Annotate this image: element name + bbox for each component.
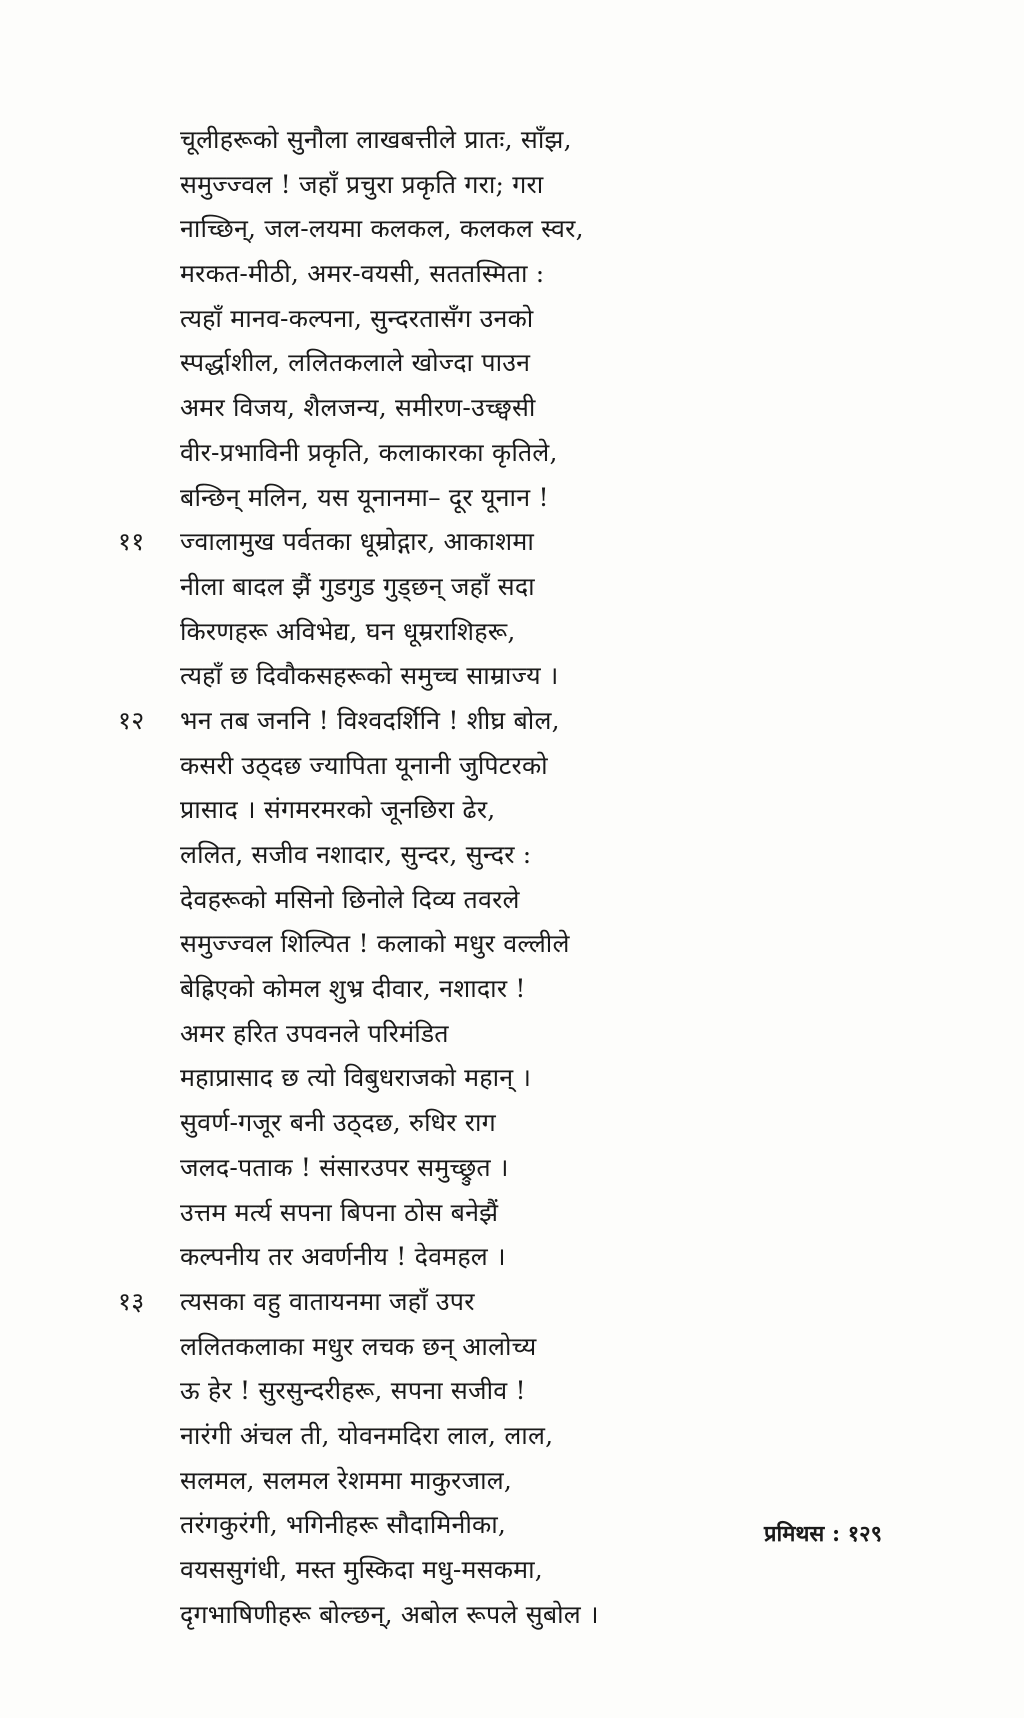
poem-line-text: ज्वालामुख पर्वतका धूम्रोद्गार, आकाशमा — [180, 527, 534, 557]
poem-line-text: देवहरूको मसिनो छिनोले दिव्य तवरले — [180, 884, 520, 914]
poem-line-text: उत्तम मर्त्य सपना बिपना ठोस बनेझैं — [180, 1197, 499, 1227]
poem-line — [118, 1235, 678, 1280]
poem-line-text: स्पर्द्धाशील, ललितकलाले खोज्दा पाउन — [180, 348, 531, 378]
poem-line-text: किरणहरू अविभेद्य, घन धूम्रराशिहरू, — [180, 616, 516, 646]
poem-line-text: ललित, सजीव नशादार, सुन्दर, सुन्दर : — [180, 840, 532, 869]
poem-line — [118, 476, 678, 521]
poem-line-text: कसरी उठ्दछ ज्यापिता यूनानी जुपिटरको — [180, 750, 548, 780]
stanza-number: ११ — [118, 527, 145, 557]
poem-line-text: तरंगकुरंगी, भगिनीहरू सौदामिनीका, — [180, 1510, 507, 1540]
stanza — [118, 520, 678, 699]
poem-line — [118, 1280, 678, 1325]
poem-line-text: त्यहाँ छ दिवौकसहरूको समुच्च साम्राज्य । — [180, 661, 559, 691]
poem-line — [118, 431, 678, 476]
poem-line — [118, 163, 678, 208]
poem-line — [118, 744, 678, 789]
poem-line — [118, 610, 678, 655]
poem-line-text: अमर हरित उपवनले परिमंडित — [180, 1018, 449, 1048]
poem-line — [118, 967, 678, 1012]
poem-line-text: प्रासाद । संगमरमरको जूनछिरा ढेर, — [180, 795, 496, 825]
poem-line — [118, 1548, 678, 1593]
poem-line — [118, 1325, 678, 1370]
poem-line-text: त्यसका वहु वातायनमा जहाँ उपर — [180, 1286, 475, 1316]
poem-line-text: सलमल, सलमल रेशममा माकुरजाल, — [180, 1465, 513, 1495]
poem-line-text: समुज्ज्वल ! जहाँ प्रचुरा प्रकृति गरा; गरा — [180, 169, 544, 199]
poem-line — [118, 565, 678, 610]
poem-line — [118, 386, 678, 431]
poem-line — [118, 1191, 678, 1236]
poem-line-text: त्यहाँ मानव-कल्पना, सुन्दरतासँग उनको — [180, 303, 534, 333]
stanza — [118, 118, 678, 520]
stanza — [118, 1280, 678, 1638]
poem-line — [118, 878, 678, 923]
poem-line-text: मरकत-मीठी, अमर-वयसी, सततस्मिता : — [180, 259, 545, 289]
poem-line-text: वीर-प्रभाविनी प्रकृति, कलाकारका कृतिले, — [180, 437, 558, 467]
stanza — [118, 699, 678, 1280]
poem-line — [118, 1459, 678, 1504]
poem-line-text: जलद-पताक ! संसारउपर समुच्छ्रुत । — [180, 1152, 509, 1182]
poem-line-text: भन तब जननि ! विश्वदर्शिनि ! शीघ्र बोल, — [180, 705, 560, 735]
poem-line — [118, 1414, 678, 1459]
poem-line-text: कल्पनीय तर अवर्णनीय ! देवमहल । — [180, 1242, 506, 1272]
poem-line-text: ललितकलाका मधुर लचक छन् आलोच्य — [180, 1331, 537, 1361]
poem-line — [118, 341, 678, 386]
poem-line — [118, 1503, 678, 1548]
poem-line — [118, 1593, 678, 1638]
poem-line — [118, 922, 678, 967]
poem-line — [118, 252, 678, 297]
poem-line-text: समुज्ज्वल शिल्पित ! कलाको मधुर वल्लीले — [180, 929, 570, 959]
poem-line — [118, 1101, 678, 1146]
poem-line-text: नारंगी अंचल ती, योवनमदिरा लाल, लाल, — [180, 1420, 554, 1450]
poem-line-text: वयससुगंधी, मस्त मुस्किदा मधु-मसकमा, — [180, 1555, 543, 1584]
poem-line — [118, 1146, 678, 1191]
poem-line-text: चूलीहरूको सुनौला लाखबत्तीले प्रातः, साँझ, — [180, 125, 572, 154]
poem-line-text: नाच्छिन्, जल-लयमा कलकल, कलकल स्वर, — [180, 214, 584, 244]
poem-line — [118, 654, 678, 699]
poem-line — [118, 207, 678, 252]
poem-line — [118, 118, 678, 163]
poem-line-text: महाप्रासाद छ त्यो विबुधराजको महान् । — [180, 1063, 532, 1093]
poem-line — [118, 1056, 678, 1101]
poem-line-text: बेह्रिएको कोमल शुभ्र दीवार, नशादार ! — [180, 974, 526, 1004]
poem-line-text: बन्छिन् मलिन, यस यूनानमा– दूर यूनान ! — [180, 482, 549, 512]
poem-line-text: दृगभाषिणीहरू बोल्छन्, अबोल रूपले सुबोल । — [180, 1599, 599, 1629]
poem-line — [118, 699, 678, 744]
poem-line-text: अमर विजय, शैलजन्य, समीरण-उच्छ्वसी — [180, 393, 536, 423]
poem-line — [118, 788, 678, 833]
stanza-number: १३ — [118, 1286, 145, 1316]
poem-body — [118, 118, 678, 1637]
poem-line — [118, 297, 678, 342]
poem-line — [118, 520, 678, 565]
poem-line-text: सुवर्ण-गजूर बनी उठ्दछ, रुधिर राग — [180, 1108, 496, 1138]
stanza-number: १२ — [118, 705, 145, 735]
poem-line — [118, 1369, 678, 1414]
poem-line — [118, 1012, 678, 1057]
poem-line-text: नीला बादल झैं गुडगुड गुड्छन् जहाँ सदा — [180, 571, 535, 601]
poem-line — [118, 833, 678, 878]
page-footer: प्रमिथस : १२९ — [764, 1521, 883, 1547]
poem-line-text: ऊ हेर ! सुरसुन्दरीहरू, सपना सजीव ! — [180, 1376, 526, 1406]
